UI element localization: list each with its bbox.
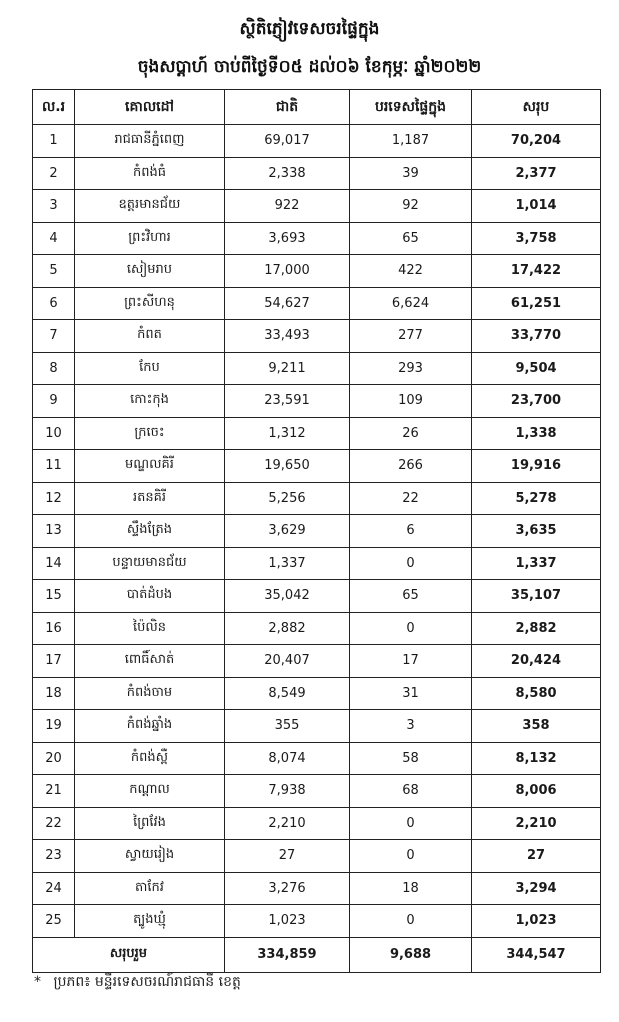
row-province: រាជធានីភ្នំពេញ — [75, 125, 225, 158]
row-national: 8,549 — [225, 677, 350, 710]
row-number: 7 — [33, 320, 75, 353]
table-row — [33, 645, 601, 678]
row-foreign: 39 — [350, 157, 472, 190]
row-number: 8 — [33, 352, 75, 385]
row-total: 3,294 — [472, 872, 601, 905]
row-foreign: 109 — [350, 385, 472, 418]
row-national: 35,042 — [225, 580, 350, 613]
row-number: 10 — [33, 417, 75, 450]
row-province: ព្រៃវែង — [75, 807, 225, 840]
row-total: 5,278 — [472, 482, 601, 515]
row-national: 7,938 — [225, 775, 350, 808]
row-number: 16 — [33, 612, 75, 645]
table-row — [33, 287, 601, 320]
row-total: 1,023 — [472, 905, 601, 938]
row-total: 8,006 — [472, 775, 601, 808]
row-national: 355 — [225, 710, 350, 743]
row-foreign: 22 — [350, 482, 472, 515]
row-number: 5 — [33, 255, 75, 288]
row-national: 3,629 — [225, 515, 350, 548]
row-number: 20 — [33, 742, 75, 775]
row-province: ព្រះវិហារ — [75, 222, 225, 255]
row-number: 4 — [33, 222, 75, 255]
row-province: កំពង់ឆ្នាំង — [75, 710, 225, 743]
row-province: កែប — [75, 352, 225, 385]
row-total: 19,916 — [472, 450, 601, 483]
row-number: 18 — [33, 677, 75, 710]
row-number: 11 — [33, 450, 75, 483]
row-number: 3 — [33, 190, 75, 223]
row-foreign: 6,624 — [350, 287, 472, 320]
row-foreign: 277 — [350, 320, 472, 353]
row-foreign: 31 — [350, 677, 472, 710]
row-national: 1,337 — [225, 547, 350, 580]
row-total: 1,337 — [472, 547, 601, 580]
grand-total-row — [33, 937, 601, 972]
header-total: សរុប — [472, 90, 601, 125]
table-row — [33, 417, 601, 450]
table-row — [33, 612, 601, 645]
row-number: 25 — [33, 905, 75, 938]
row-number: 15 — [33, 580, 75, 613]
row-province: កំពង់ចាម — [75, 677, 225, 710]
row-foreign: 0 — [350, 547, 472, 580]
table-body — [33, 125, 601, 938]
row-national: 69,017 — [225, 125, 350, 158]
row-number: 9 — [33, 385, 75, 418]
row-national: 3,276 — [225, 872, 350, 905]
row-national: 1,312 — [225, 417, 350, 450]
row-national: 2,882 — [225, 612, 350, 645]
row-total: 70,204 — [472, 125, 601, 158]
table-row — [33, 352, 601, 385]
table-row — [33, 190, 601, 223]
footnote-text: ប្រភព៖ មន្ទីរទេសចរណ៍រាជធានី ខេត្ត — [53, 974, 241, 990]
header-destination: គោលដៅ — [75, 90, 225, 125]
row-national: 922 — [225, 190, 350, 223]
row-province: មណ្ឌលគិរី — [75, 450, 225, 483]
row-province: រតនគិរី — [75, 482, 225, 515]
row-foreign: 65 — [350, 222, 472, 255]
table-row — [33, 677, 601, 710]
row-total: 61,251 — [472, 287, 601, 320]
row-number: 1 — [33, 125, 75, 158]
row-foreign: 17 — [350, 645, 472, 678]
row-national: 2,210 — [225, 807, 350, 840]
row-foreign: 58 — [350, 742, 472, 775]
table-header-row — [33, 90, 601, 125]
row-province: ស្វាយរៀង — [75, 840, 225, 873]
row-province: ពោធិ៍សាត់ — [75, 645, 225, 678]
row-national: 54,627 — [225, 287, 350, 320]
row-foreign: 6 — [350, 515, 472, 548]
row-foreign: 422 — [350, 255, 472, 288]
row-national: 33,493 — [225, 320, 350, 353]
row-total: 9,504 — [472, 352, 601, 385]
row-province: តាកែវ — [75, 872, 225, 905]
row-total: 2,210 — [472, 807, 601, 840]
table-row — [33, 710, 601, 743]
table-row — [33, 547, 601, 580]
row-national: 19,650 — [225, 450, 350, 483]
row-number: 24 — [33, 872, 75, 905]
row-total: 1,338 — [472, 417, 601, 450]
tourist-statistics-table — [32, 89, 601, 973]
table-row — [33, 450, 601, 483]
row-total: 3,758 — [472, 222, 601, 255]
row-province: កំពង់ស្ពឺ — [75, 742, 225, 775]
row-foreign: 0 — [350, 905, 472, 938]
row-national: 3,693 — [225, 222, 350, 255]
page-title: ស្ថិតិភ្ញៀវទេសចរផ្ទៃក្នុង — [239, 19, 380, 39]
row-province: សៀមរាប — [75, 255, 225, 288]
row-foreign: 1,187 — [350, 125, 472, 158]
row-foreign: 266 — [350, 450, 472, 483]
row-national: 27 — [225, 840, 350, 873]
row-total: 17,422 — [472, 255, 601, 288]
page-subtitle: ចុងសប្តាហ៍ ចាប់ពីថ្ងៃទី០៥ ដល់០៦ ខែកុម្ភៈ ឆ្នាំ២០២២ — [137, 57, 482, 77]
row-foreign: 65 — [350, 580, 472, 613]
table-row — [33, 255, 601, 288]
row-foreign: 68 — [350, 775, 472, 808]
grand-total-label: សរុបរួម — [33, 937, 225, 972]
row-province: បន្ទាយមានជ័យ — [75, 547, 225, 580]
row-foreign: 18 — [350, 872, 472, 905]
row-national: 20,407 — [225, 645, 350, 678]
footnote-marker: * — [34, 974, 41, 990]
table-row — [33, 125, 601, 158]
row-national: 5,256 — [225, 482, 350, 515]
row-national: 17,000 — [225, 255, 350, 288]
row-national: 1,023 — [225, 905, 350, 938]
row-total: 33,770 — [472, 320, 601, 353]
row-total: 35,107 — [472, 580, 601, 613]
row-province: ព្រះសីហនុ — [75, 287, 225, 320]
row-total: 27 — [472, 840, 601, 873]
row-province: ឧត្តរមានជ័យ — [75, 190, 225, 223]
table-row — [33, 222, 601, 255]
table-row — [33, 157, 601, 190]
row-foreign: 0 — [350, 807, 472, 840]
grand-total-total: 344,547 — [472, 937, 601, 972]
table-row — [33, 320, 601, 353]
row-number: 17 — [33, 645, 75, 678]
row-number: 2 — [33, 157, 75, 190]
table-row — [33, 482, 601, 515]
row-province: កំពត — [75, 320, 225, 353]
table-row — [33, 840, 601, 873]
row-total: 2,377 — [472, 157, 601, 190]
source-footnote — [34, 972, 241, 993]
row-province: ស្ទឹងត្រែង — [75, 515, 225, 548]
row-province: ក្រចេះ — [75, 417, 225, 450]
header-national: ជាតិ — [225, 90, 350, 125]
row-foreign: 3 — [350, 710, 472, 743]
table-row — [33, 385, 601, 418]
row-national: 8,074 — [225, 742, 350, 775]
row-total: 8,580 — [472, 677, 601, 710]
row-national: 2,338 — [225, 157, 350, 190]
row-number: 23 — [33, 840, 75, 873]
row-total: 20,424 — [472, 645, 601, 678]
row-national: 23,591 — [225, 385, 350, 418]
row-province: កំពង់ធំ — [75, 157, 225, 190]
table-row — [33, 872, 601, 905]
table-row — [33, 515, 601, 548]
row-total: 8,132 — [472, 742, 601, 775]
table-row — [33, 807, 601, 840]
row-foreign: 26 — [350, 417, 472, 450]
row-number: 13 — [33, 515, 75, 548]
row-number: 22 — [33, 807, 75, 840]
row-national: 9,211 — [225, 352, 350, 385]
row-number: 12 — [33, 482, 75, 515]
row-total: 358 — [472, 710, 601, 743]
table-row — [33, 742, 601, 775]
row-number: 21 — [33, 775, 75, 808]
row-number: 6 — [33, 287, 75, 320]
row-total: 23,700 — [472, 385, 601, 418]
row-number: 19 — [33, 710, 75, 743]
grand-total-foreign: 9,688 — [350, 937, 472, 972]
table-row — [33, 775, 601, 808]
table-row — [33, 580, 601, 613]
row-foreign: 293 — [350, 352, 472, 385]
grand-total-national: 334,859 — [225, 937, 350, 972]
table-row — [33, 905, 601, 938]
row-total: 3,635 — [472, 515, 601, 548]
row-total: 2,882 — [472, 612, 601, 645]
row-province: ត្បូងឃ្មុំ — [75, 905, 225, 938]
row-province: បាត់ដំបង — [75, 580, 225, 613]
row-province: ប៉ៃលិន — [75, 612, 225, 645]
row-foreign: 92 — [350, 190, 472, 223]
header-number: ល.រ — [33, 90, 75, 125]
row-foreign: 0 — [350, 840, 472, 873]
row-province: កោះកុង — [75, 385, 225, 418]
row-province: កណ្ដាល — [75, 775, 225, 808]
row-number: 14 — [33, 547, 75, 580]
row-foreign: 0 — [350, 612, 472, 645]
header-foreign-domestic: បរទេសផ្ទៃក្នុង — [350, 90, 472, 125]
row-total: 1,014 — [472, 190, 601, 223]
